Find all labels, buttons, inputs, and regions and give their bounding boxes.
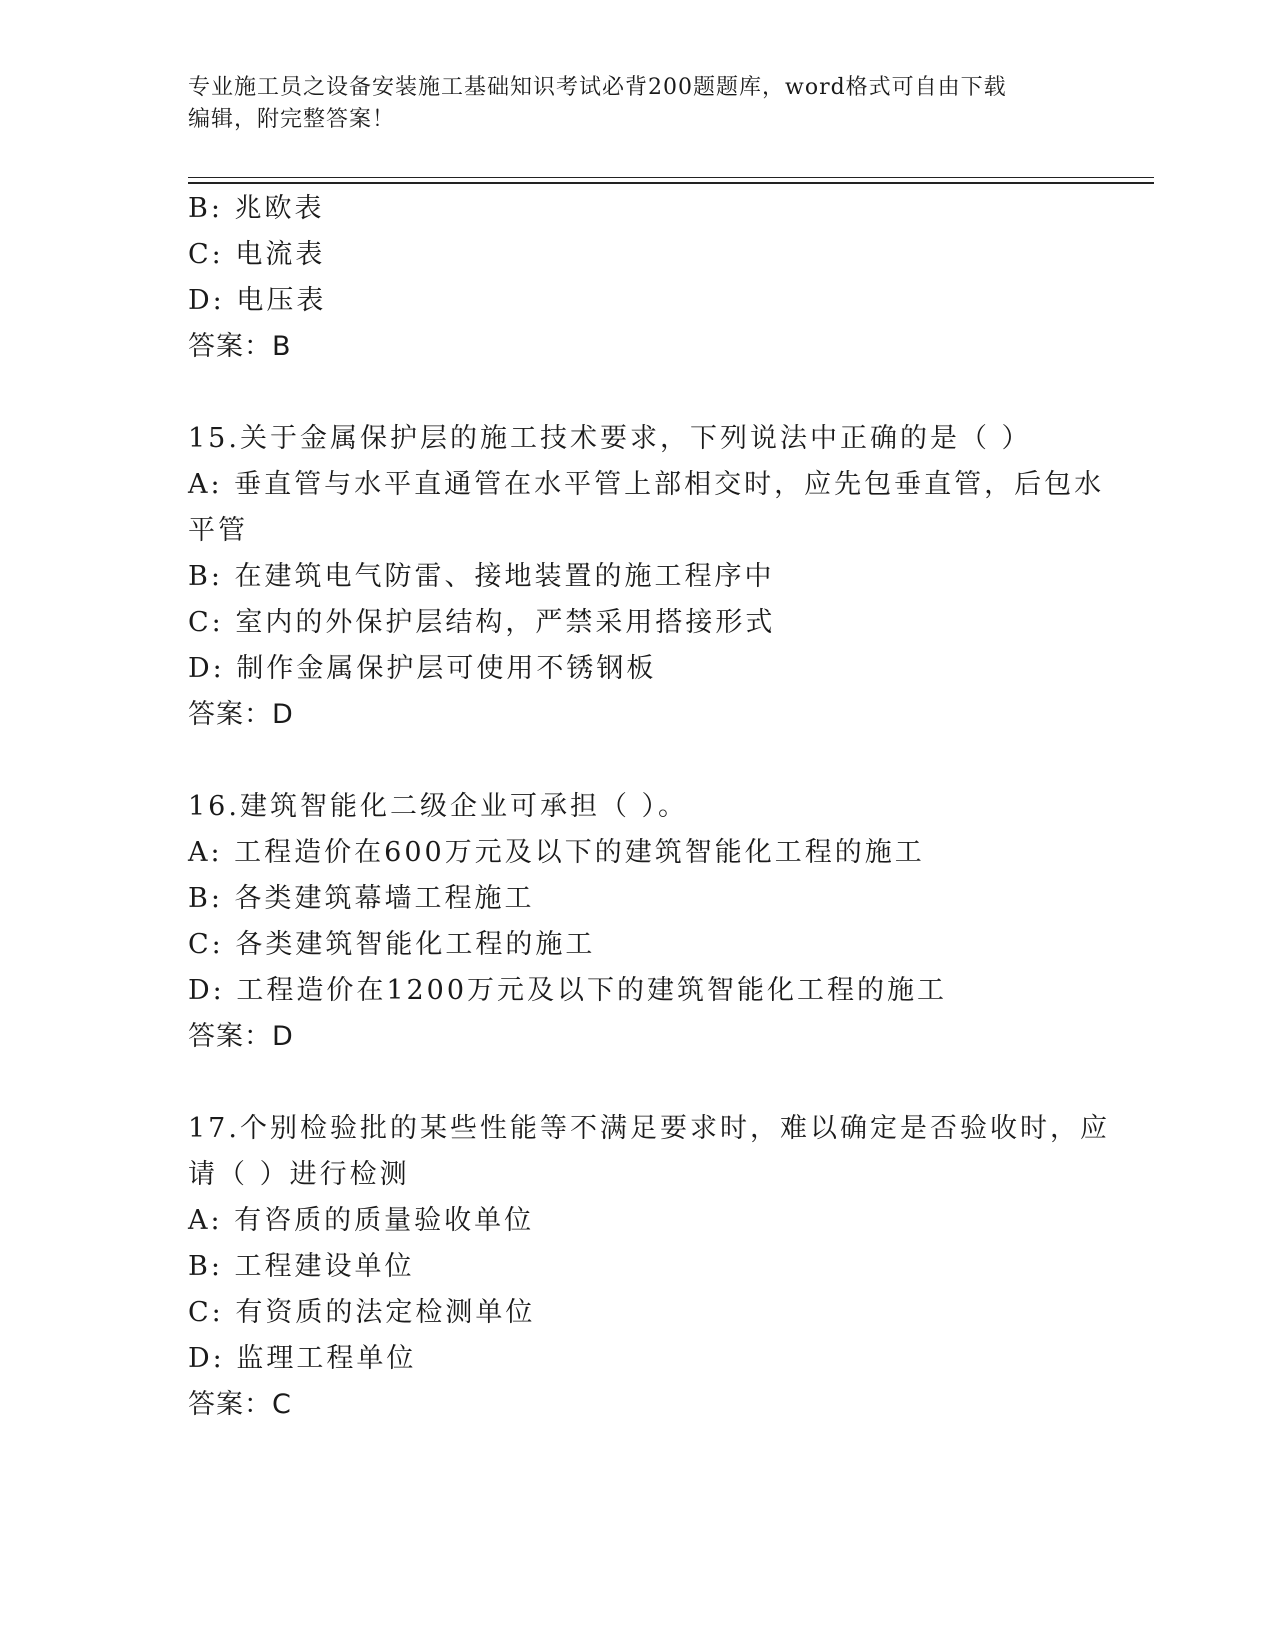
spacer (188, 738, 1088, 784)
option-b: B: 兆欧表 (188, 193, 325, 224)
prev-question (188, 186, 1088, 370)
option-b: B: 工程建设单位 (188, 1251, 415, 1282)
answer-line: 答案：D (188, 1021, 294, 1052)
option-d: D: 监理工程单位 (188, 1343, 417, 1374)
option-a: A: 有咨质的质量验收单位 (188, 1205, 535, 1236)
header-rule-thin (188, 177, 1154, 178)
option-a: A: 工程造价在600万元及以下的建筑智能化工程的施工 (188, 837, 925, 868)
option-d: D: 电压表 (188, 285, 327, 316)
option-c: C: 电流表 (188, 239, 326, 270)
option-a-line-2: 平管 (188, 515, 248, 546)
question-title-line-1: 17.个别检验批的某些性能等不满足要求时，难以确定是否验收时，应 (188, 1113, 1110, 1144)
question-title-line-2: 请（ ）进行检测 (188, 1159, 410, 1190)
header-line-1: 专业施工员之设备安装施工基础知识考试必背200题题库，word格式可自由下载 (188, 75, 1007, 100)
option-c: C: 有资质的法定检测单位 (188, 1297, 536, 1328)
option-d: D: 制作金属保护层可使用不锈钢板 (188, 653, 657, 684)
document-header (188, 72, 1088, 136)
option-c: C: 各类建筑智能化工程的施工 (188, 929, 596, 960)
option-a-line-1: A: 垂直管与水平直通管在水平管上部相交时，应先包垂直管，后包水 (188, 469, 1105, 500)
option-d: D: 工程造价在1200万元及以下的建筑智能化工程的施工 (188, 975, 948, 1006)
spacer (188, 1060, 1088, 1106)
question-title: 15.关于金属保护层的施工技术要求，下列说法中正确的是（ ） (188, 423, 1032, 454)
header-line-2: 编辑，附完整答案！ (188, 107, 396, 132)
question-content (188, 186, 1110, 1428)
option-b: B: 在建筑电气防雷、接地装置的施工程序中 (188, 561, 775, 592)
spacer (188, 370, 1088, 416)
answer-line: 答案：B (188, 331, 292, 362)
header-rule-thick (188, 182, 1154, 184)
question-title: 16.建筑智能化二级企业可承担（ ）。 (188, 791, 689, 822)
question-16 (188, 784, 1088, 1060)
option-c: C: 室内的外保护层结构，严禁采用搭接形式 (188, 607, 776, 638)
question-15 (188, 416, 1105, 738)
answer-line: 答案：C (188, 1389, 292, 1420)
answer-line: 答案：D (188, 699, 294, 730)
question-17 (188, 1106, 1110, 1428)
option-b: B: 各类建筑幕墙工程施工 (188, 883, 535, 914)
